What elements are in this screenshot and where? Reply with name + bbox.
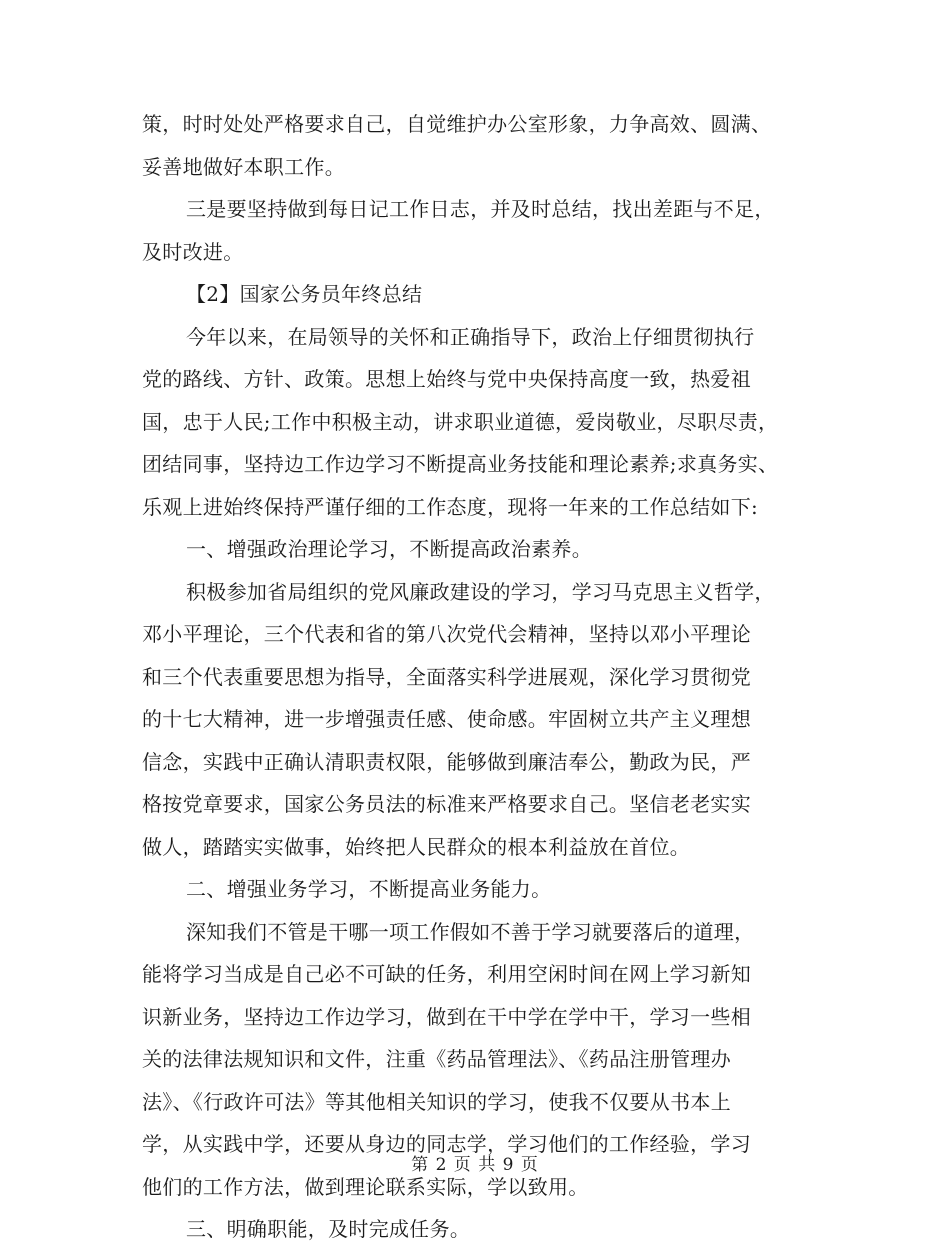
text-line: 国，忠于人民;工作中积极主动，讲求职业道德，爱岗敬业，尽职尽责， [142,409,779,434]
text-line: 深知我们不管是干哪一项工作假如不善于学习就要落后的道理， [186,919,755,944]
text-line: 和三个代表重要思想为指导，全面落实科学进展观，深化学习贯彻党 [142,664,751,689]
text-line: 信念，实践中正确认清职责权限，能够做到廉洁奉公，勤政为民，严 [142,749,751,774]
text-line: 关的法律法规知识和文件，注重《药品管理法》、《药品注册管理办 [142,1047,731,1071]
text-line: 他们的工作方法，做到理论联系实际，学以致用。 [142,1174,589,1199]
text-line: 学，从实践中学，还要从身边的同志学，学习他们的工作经验，学习 [142,1132,751,1156]
text-line: 二、增强业务学习，不断提高业务能力。 [186,877,552,901]
text-line: 格按党章要求，国家公务员法的标准来严格要求自己。坚信老老实实 [142,792,751,816]
text-line: 识新业务，坚持边工作边学习，做到在干中学在学中干，学习一些相 [142,1004,751,1029]
text-line: 的十七大精神，进一步增强责任感、使命感。牢固树立共产主义理想 [142,707,751,731]
text-line: 一、增强政治理论学习，不断提高政治素养。 [186,537,592,561]
text-line: 三是要坚持做到每日记工作日志，并及时总结，找出差距与不足， [186,197,775,221]
text-line: 能将学习当成是自己必不可缺的任务，利用空闲时间在网上学习新知 [142,962,751,986]
text-line: 邓小平理论，三个代表和省的第八次党代会精神，坚持以邓小平理论 [142,622,751,646]
text-line: 做人，踏踏实实做事，始终把人民群众的根本利益放在首位。 [142,834,691,859]
text-line: 法》、《行政许可法》等其他相关知识的学习，使我不仅要从书本上 [142,1089,731,1114]
page-number-footer: 第 2 页 共 9 页 [411,1155,539,1175]
text-line: 乐观上进始终保持严谨仔细的工作态度，现将一年来的工作总结如下: [142,494,759,519]
text-line: 及时改进。 [142,239,244,264]
text-line: 今年以来，在局领导的关怀和正确指导下，政治上仔细贯彻执行 [186,324,755,349]
text-line: 三、明确职能，及时完成任务。 [186,1217,471,1241]
text-line: 积极参加省局组织的党风廉政建设的学习，学习马克思主义哲学， [186,579,775,604]
text-line: 妥善地做好本职工作。 [142,154,345,179]
text-line: 团结同事，坚持边工作边学习不断提高业务技能和理论素养;求真务实、 [142,452,779,476]
text-line: 党的路线、方针、政策。思想上始终与党中央保持高度一致，热爱祖 [142,367,751,391]
document-body [142,103,822,1251]
text-line: 策，时时处处严格要求自己，自觉维护办公室形象，力争高效、圆满、 [142,112,772,136]
text-line: 【2】国家公务员年终总结 [186,282,423,306]
